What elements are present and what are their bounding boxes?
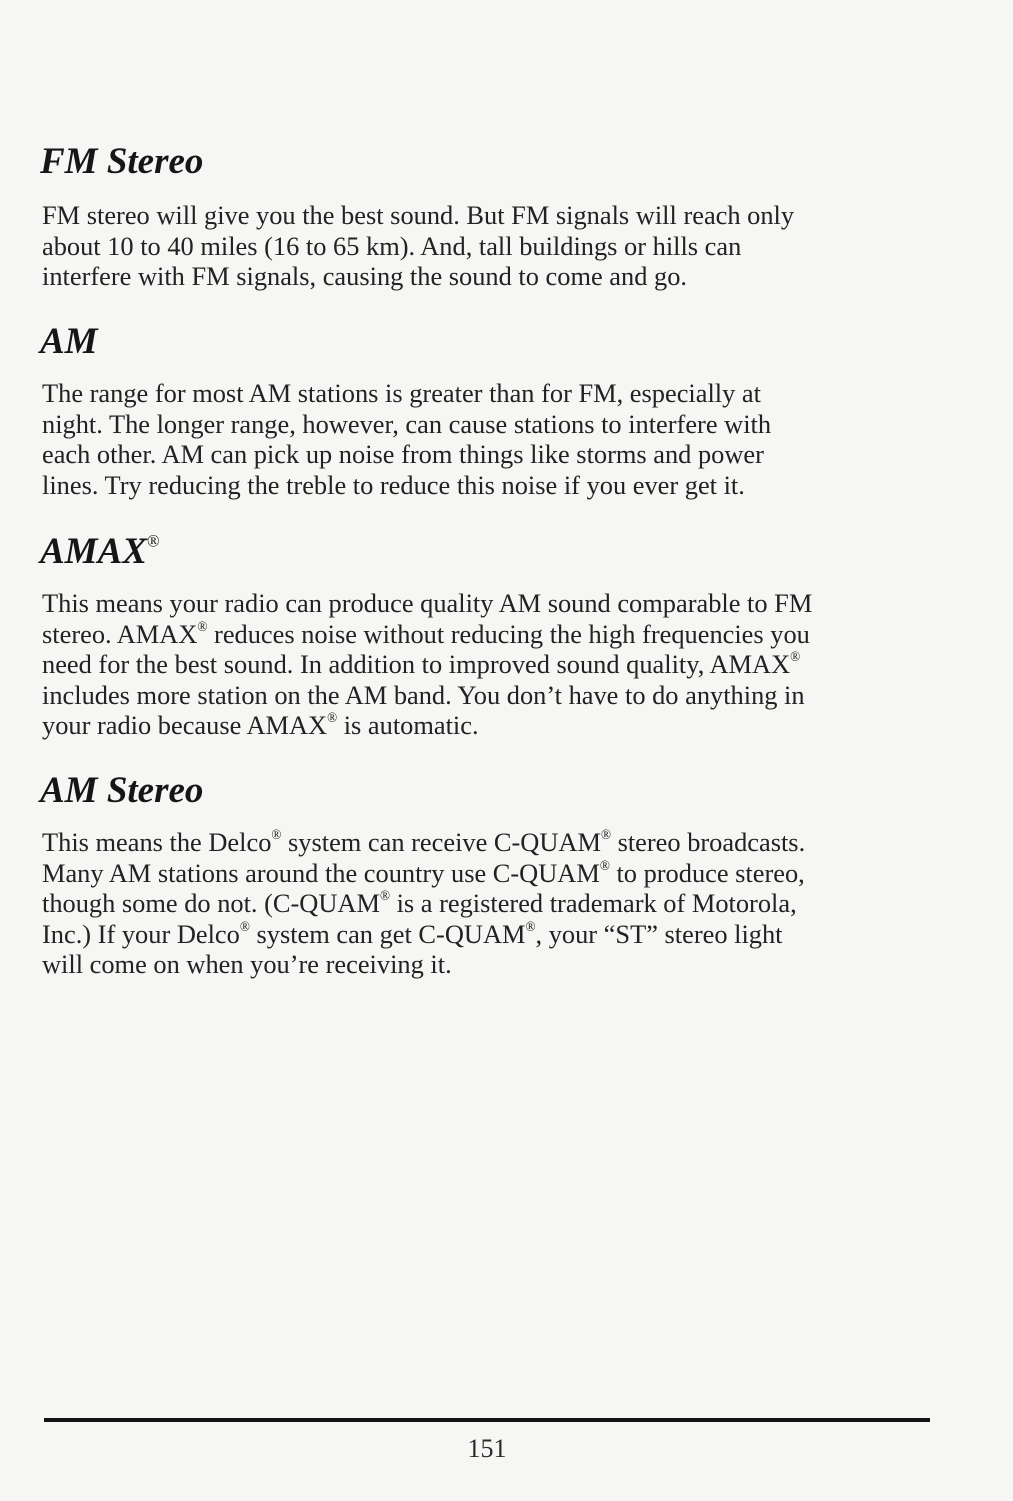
- section-heading-am: AM: [40, 321, 98, 362]
- registered-mark: ®: [271, 827, 282, 843]
- registered-mark: ®: [327, 710, 338, 726]
- section-heading-amax: [40, 532, 160, 572]
- text-line: [42, 888, 922, 919]
- paragraph-am-stereo: [42, 827, 922, 980]
- text-line: [42, 710, 922, 741]
- text-segment: system can receive C-QUAM: [281, 827, 601, 857]
- text-line: [42, 919, 922, 950]
- text-segment: to produce stereo,: [609, 857, 805, 888]
- text-segment: system can get C-QUAM: [249, 918, 526, 949]
- footer-rule: [44, 1418, 930, 1422]
- registered-mark: ®: [146, 531, 160, 551]
- text-segment: need for the best sound. In addition to improved sound quality, AMAX: [42, 649, 791, 679]
- amax-heading-text: AMAX: [40, 531, 147, 572]
- text-line: [42, 619, 922, 650]
- text-line: includes more station on the AM band. You don’t have to do anything in: [42, 679, 805, 710]
- text-line: about 10 to 40 miles (16 to 65 km). And, tall buildings or hills can: [42, 230, 742, 261]
- registered-mark: ®: [599, 857, 610, 873]
- text-segment: stereo. AMAX: [42, 618, 198, 649]
- text-segment: stereo broadcasts.: [610, 827, 806, 857]
- text-segment: is a registered trademark of Motorola,: [389, 888, 797, 918]
- text-line: each other. AM can pick up noise from things like storms and power: [42, 439, 764, 469]
- section-heading-am-stereo: AM Stereo: [40, 770, 204, 811]
- text-line: [42, 649, 922, 680]
- text-segment: , your “ST” stereo light: [535, 918, 783, 949]
- registered-mark: ®: [600, 827, 611, 843]
- text-segment: reduces noise without reducing the high frequencies you: [207, 618, 810, 649]
- text-line: interfere with FM signals, causing the sound to come and go.: [42, 261, 687, 291]
- text-segment: your radio because AMAX: [42, 710, 328, 740]
- text-segment: This means the Delco: [42, 827, 272, 857]
- registered-mark: ®: [197, 618, 208, 634]
- text-line: The range for most AM stations is greater than for FM, especially at: [42, 378, 761, 408]
- text-segment: Many AM stations around the country use C-QUAM: [42, 857, 600, 888]
- registered-mark: ®: [239, 918, 250, 934]
- text-segment: is automatic.: [337, 710, 479, 740]
- text-line: This means your radio can produce quality AM sound comparable to FM: [42, 588, 813, 618]
- section-heading-fm-stereo: FM Stereo: [40, 141, 204, 182]
- text-line: [42, 858, 922, 889]
- paragraph-amax: [42, 588, 922, 741]
- registered-mark: ®: [525, 918, 536, 934]
- paragraph-am: [42, 378, 922, 500]
- paragraph-fm-stereo: [42, 200, 922, 292]
- text-line: [42, 827, 922, 858]
- registered-mark: ®: [379, 888, 390, 904]
- text-line: FM stereo will give you the best sound. But FM signals will reach only: [42, 200, 795, 230]
- text-line: night. The longer range, however, can cause stations to interfere with: [42, 408, 772, 439]
- text-segment: Inc.) If your Delco: [42, 918, 240, 949]
- text-line: lines. Try reducing the treble to reduce this noise if you ever get it.: [42, 469, 745, 500]
- text-segment: though some do not. (C-QUAM: [42, 888, 380, 918]
- page-number: 151: [467, 1434, 507, 1463]
- registered-mark: ®: [790, 649, 801, 665]
- text-line: will come on when you’re receiving it.: [42, 949, 452, 979]
